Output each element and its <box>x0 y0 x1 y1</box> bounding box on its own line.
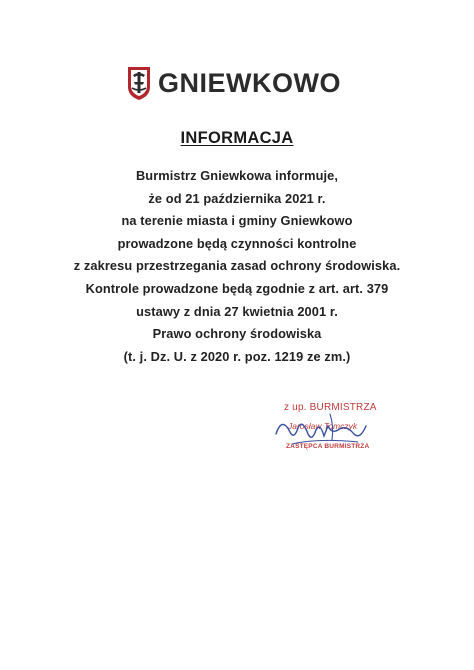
body-line: że od 21 października 2021 r. <box>148 190 326 206</box>
body-line: Kontrole prowadzone będą zgodnie z art. art. 379 <box>85 280 389 296</box>
body-line: Burmistrz Gniewkowa informuje, <box>135 168 339 183</box>
official-stamp <box>282 402 377 454</box>
stamp-position-line: ZASTĘPCA BURMISTRZA <box>286 443 370 450</box>
stamp-authority-line: z up. BURMISTRZA <box>284 402 377 413</box>
announcement-body <box>0 165 474 368</box>
page-title: INFORMACJA <box>180 129 294 147</box>
body-line: prowadzone będą czynności kontrolne <box>117 235 357 251</box>
stamp-name-line: Jarosław Tomczyk <box>288 421 358 431</box>
coat-of-arms-icon <box>126 65 152 101</box>
body-line: (t. j. Dz. U. z 2020 r. poz. 1219 ze zm.) <box>123 348 351 364</box>
body-line: z zakresu przestrzegania zasad ochrony środowiska. <box>73 258 401 274</box>
gniewkowo-logo <box>126 63 341 103</box>
logo-wordmark: GNIEWKOWO <box>158 67 341 98</box>
body-line: na terenie miasta i gminy Gniewkowo <box>121 213 353 229</box>
body-line: Prawo ochrony środowiska <box>152 326 322 342</box>
body-line: ustawy z dnia 27 kwietnia 2001 r. <box>136 303 338 319</box>
